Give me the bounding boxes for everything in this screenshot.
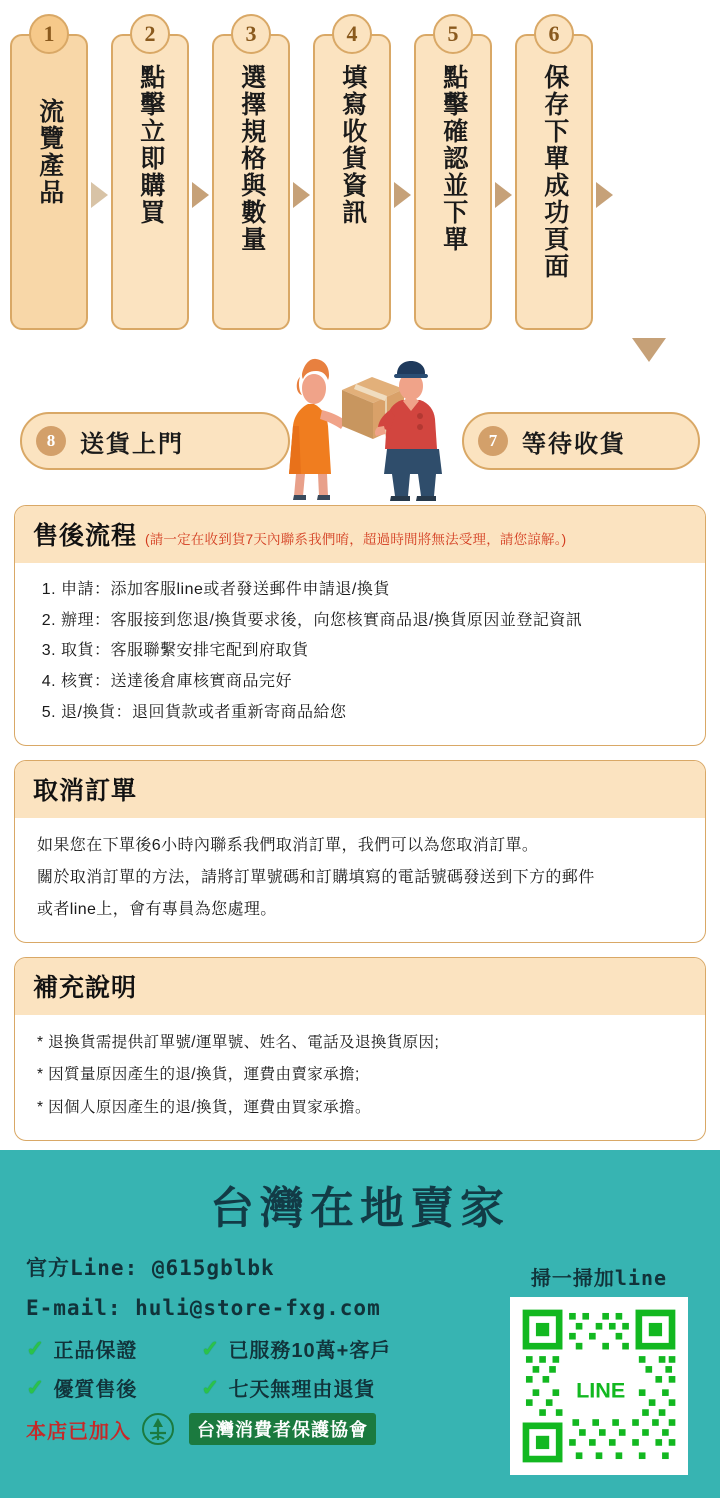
cancel-order-card xyxy=(14,760,706,943)
cancel-order-title: 取消訂單 xyxy=(33,776,138,805)
association-prefix: 本店已加入 xyxy=(26,1420,131,1443)
qr-caption: 掃一掃加line xyxy=(530,1266,668,1290)
footer-title: 台灣在地賣家 xyxy=(210,1184,510,1233)
flow-step-4 xyxy=(313,21,391,330)
flow-step-7-label: 等待收貨 xyxy=(522,430,626,458)
after-sales-header xyxy=(15,506,705,563)
guarantee-item xyxy=(201,1373,375,1402)
delivery-illustration-section xyxy=(0,330,720,505)
list-item: 3. 取貨：客服聯繫安排宅配到府取貨 xyxy=(61,636,683,667)
arrow-right-icon xyxy=(293,182,310,208)
arrow-right-icon xyxy=(495,182,512,208)
line-qr-block xyxy=(504,1262,694,1475)
after-sales-list xyxy=(37,575,683,729)
extra-notes-card xyxy=(14,957,706,1142)
flow-step-3-number: 3 xyxy=(231,14,271,54)
association-logo-icon xyxy=(141,1412,175,1446)
extra-notes-header xyxy=(15,958,705,1015)
flow-step-7 xyxy=(462,412,700,470)
courier-and-customer-illustration xyxy=(270,330,460,505)
list-item: 2. 辦理：客服接到您退/換貨要求後，向您核實商品退/換貨原因並登記資訊 xyxy=(61,606,683,637)
after-sales-card xyxy=(14,505,706,746)
guarantee-row xyxy=(26,1334,466,1363)
flow-step-6 xyxy=(515,21,593,330)
check-icon: ✓ xyxy=(201,1374,221,1400)
order-flow-diagram xyxy=(0,0,720,330)
check-icon: ✓ xyxy=(26,1335,46,1361)
guarantee-label: 正品保證 xyxy=(53,1340,138,1362)
list-item: * 因質量原因產生的退/換貨，運費由賣家承擔; xyxy=(37,1066,360,1084)
line-qr-code[interactable] xyxy=(510,1297,688,1475)
flow-step-6-number: 6 xyxy=(534,14,574,54)
arrow-right-icon xyxy=(192,182,209,208)
flow-step-5-label: 點擊確認並下單 xyxy=(439,64,468,253)
check-icon: ✓ xyxy=(26,1374,46,1400)
guarantee-label: 優質售後 xyxy=(53,1379,138,1401)
flow-step-5-number: 5 xyxy=(433,14,473,54)
flow-step-3-label: 選擇規格與數量 xyxy=(237,64,266,253)
qr-brand-label: LINE xyxy=(576,1377,626,1403)
flow-step-2 xyxy=(111,21,189,330)
list-item: * 退換貨需提供訂單號/運單號、姓名、電話及退換貨原因; xyxy=(37,1033,440,1051)
cancel-order-body xyxy=(15,818,705,942)
flow-step-4-number: 4 xyxy=(332,14,372,54)
after-sales-note: (請一定在收到貨7天內聯系我們唷，超過時間將無法受理，請您諒解。) xyxy=(145,532,567,547)
cancel-order-line-3: 或者line上，會有專員為您處理。 xyxy=(37,900,277,918)
list-item: 1. 申請：添加客服line或者發送郵件申請退/換貨 xyxy=(61,575,683,606)
check-icon: ✓ xyxy=(201,1335,221,1361)
cancel-order-line-1: 如果您在下單後6小時內聯系我們取消訂單，我們可以為您取消訂單。 xyxy=(37,836,539,854)
arrow-right-icon xyxy=(91,182,108,208)
extra-notes-body xyxy=(15,1015,705,1141)
guarantee-label: 已服務10萬+客戶 xyxy=(228,1340,392,1362)
flow-step-7-number: 7 xyxy=(478,426,508,456)
association-badge: 台灣消費者保護協會 xyxy=(189,1413,376,1445)
arrow-right-icon xyxy=(596,182,613,208)
official-line-label: 官方Line: @615gblbk xyxy=(26,1256,275,1280)
after-sales-body xyxy=(15,563,705,745)
guarantee-row xyxy=(26,1373,466,1402)
flow-step-2-number: 2 xyxy=(130,14,170,54)
guarantee-item xyxy=(26,1334,201,1363)
extra-notes-title: 補充說明 xyxy=(33,973,138,1002)
flow-step-8-number: 8 xyxy=(36,426,66,456)
cancel-order-header xyxy=(15,761,705,818)
flow-step-8-label: 送貨上門 xyxy=(80,430,184,458)
guarantee-item xyxy=(201,1334,391,1363)
flow-step-1 xyxy=(10,21,88,330)
cancel-order-line-2: 關於取消訂單的方法，請將訂單號碼和訂購填寫的電話號碼發送到下方的郵件 xyxy=(37,868,595,886)
list-item: * 因個人原因產生的退/換貨，運費由買家承擔。 xyxy=(37,1098,371,1116)
guarantee-item xyxy=(26,1373,201,1402)
flow-step-5 xyxy=(414,21,492,330)
flow-step-3 xyxy=(212,21,290,330)
flow-step-4-label: 填寫收貨資訊 xyxy=(338,64,367,226)
arrow-right-icon xyxy=(394,182,411,208)
flow-step-6-label: 保存下單成功頁面 xyxy=(540,64,569,280)
seller-footer xyxy=(0,1150,720,1498)
after-sales-title: 售後流程 xyxy=(33,522,138,550)
email-label: E-mail: huli@store-fxg.com xyxy=(26,1296,381,1320)
guarantee-label: 七天無理由退貨 xyxy=(228,1379,376,1401)
flow-step-1-label: 流覽產品 xyxy=(35,98,64,206)
list-item: 5. 退/換貨：退回貨款或者重新寄商品給您 xyxy=(61,698,683,729)
flow-step-1-number: 1 xyxy=(29,14,69,54)
guarantee-list xyxy=(26,1334,466,1402)
list-item: 4. 核實：送達後倉庫核實商品完好 xyxy=(61,667,683,698)
flow-step-2-label: 點擊立即購買 xyxy=(136,64,165,226)
flow-step-8 xyxy=(20,412,290,470)
